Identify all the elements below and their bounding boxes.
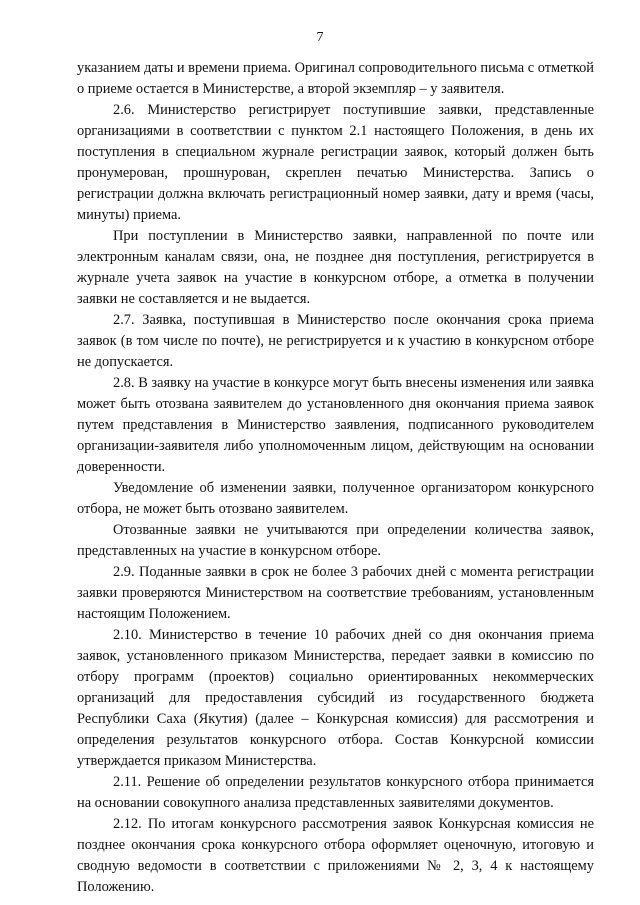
document-body	[77, 58, 594, 898]
page-number: 7	[316, 30, 324, 45]
paragraph-change-notice: Уведомление об изменении заявки, полученное организатором конкурсного отбора, не может быть отозвано заявителем.	[77, 480, 594, 517]
paragraph-withdrawn-applications: Отозванные заявки не учитываются при определении количества заявок, представленных на участие в конкурсном отборе.	[77, 522, 594, 559]
paragraph-2-7: 2.7. Заявка, поступившая в Министерство после окончания срока приема заявок (в том числе по почте), не регистрируется и к участию в конкурсном отборе не допускается.	[77, 312, 594, 370]
paragraph-continuation: указанием даты и времени приема. Оригинал сопроводительного письма с отметкой о приеме остается в Министерстве, а второй экземпляр – у заявителя.	[77, 60, 594, 97]
paragraph-2-6: 2.6. Министерство регистрирует поступившие заявки, представленные организациями в соответствии с пунктом 2.1 настоящего Положения, в день их поступления в специальном журнале регистрации заявок, который должен быть пронумерован, прошнурован, скреплен печатью Министерства. Запись о регистрации должна включать регистрационный номер заявки, дату и время (часы, минуты) приема.	[77, 102, 594, 223]
paragraph-postal-registration: При поступлении в Министерство заявки, направленной по почте или электронным каналам связи, она, не позднее дня поступления, регистрируется в журнале учета заявок на участие в конкурсном отборе, а отметка в получении заявки не составляется и не выдается.	[77, 228, 594, 307]
paragraph-2-9: 2.9. Поданные заявки в срок не более 3 рабочих дней с момента регистрации заявки проверяются Министерством на соответствие требованиям, установленным настоящим Положением.	[77, 564, 594, 622]
paragraph-2-12: 2.12. По итогам конкурсного рассмотрения заявок Конкурсная комиссия не позднее окончания срока конкурсного отбора оформляет оценочную, итоговую и сводную ведомости в соответствии с приложениями № 2, 3, 4 к настоящему Положению.	[77, 816, 594, 895]
paragraph-2-11: 2.11. Решение об определении результатов конкурсного отбора принимается на основании совокупного анализа представленных заявителями документов.	[77, 774, 594, 811]
paragraph-2-8: 2.8. В заявку на участие в конкурсе могут быть внесены изменения или заявка может быть отозвана заявителем до установленного дня окончания приема заявок путем представления в Министерство заявления, подписанного руководителем организации-заявителя либо уполномоченным лицом, действующим на основании доверенности.	[77, 375, 594, 475]
paragraph-2-10: 2.10. Министерство в течение 10 рабочих дней со дня окончания приема заявок, установленного приказом Министерства, передает заявки в комиссию по отбору программ (проектов) социально ориентированных некоммерческих организаций для предоставления субсидий из государственного бюджета Республики Саха (Якутия) (далее – Конкурсная комиссия) для рассмотрения и определения результатов конкурсного отбора. Состав Конкурсной комиссии утверждается приказом Министерства.	[77, 627, 594, 769]
